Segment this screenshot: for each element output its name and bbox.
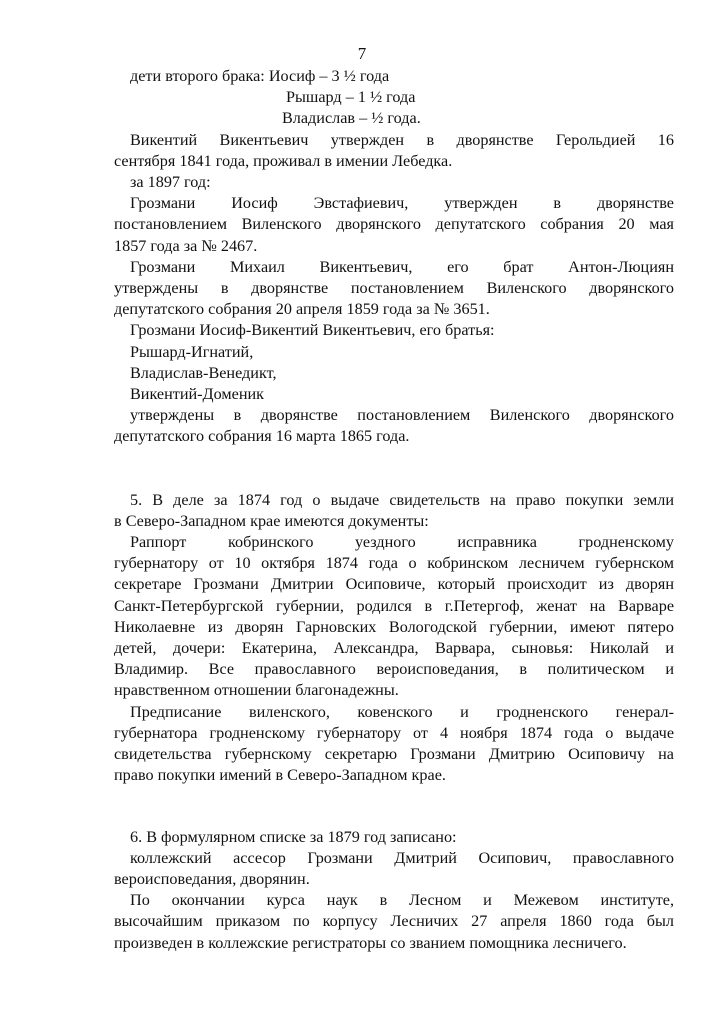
vikenty-paragraph	[114, 130, 674, 172]
text-line: свидетельства губернскому секретарю Грозмани Дмитрию Осиповичу на	[114, 745, 674, 764]
text-line: губернатору от 10 октября 1874 года о кобринском лесничем губернском	[114, 554, 674, 573]
text-line: Викентий Викентьевич утвержден в дворянстве Герольдией 16	[130, 130, 674, 149]
text-line: Владимир. Все православного вероисповедания, в политическом и	[114, 660, 674, 679]
text-line: право покупки имений в Северо-Западном крае.	[114, 766, 446, 785]
section-spacer	[114, 448, 674, 490]
text-line: в Северо-Западном крае имеются документы:	[114, 511, 429, 530]
text-line: высочайшим приказом по корпусу Лесничих 27 апреля 1860 года был	[114, 912, 674, 931]
section-5	[114, 490, 674, 787]
text-line: детей, дочери: Екатерина, Александра, Варвара, сыновья: Николай и	[114, 639, 674, 658]
children-line: Владислав – ½ года.	[282, 109, 421, 128]
text-line: Санкт-Петербургской губернии, родился в г.Петергоф, женат на Варваре	[114, 596, 674, 615]
text-line: 1857 года за № 2467.	[114, 236, 258, 255]
text-line: произведен в коллежские регистраторы со званием помощника лесничего.	[114, 933, 627, 952]
section-heading: 6. В формулярном списке за 1879 год записано:	[130, 827, 457, 846]
page-number: 7	[357, 44, 367, 63]
text-line: Раппорт кобринского уездного исправника гродненскому	[130, 533, 674, 552]
text-line: Грозмани Иосиф Эвстафиевич, утвержден в дворянстве	[130, 194, 674, 213]
section-6	[114, 827, 674, 954]
text-line: Николаевне из дворян Гарновских Вологодской губернии, имеют пятеро	[114, 617, 674, 636]
brother-name: Владислав-Венедикт,	[130, 363, 277, 382]
brother-name: Викентий-Доменик	[130, 385, 265, 404]
text-line: Грозмани Иосиф-Викентий Викентьевич, его братья:	[130, 321, 495, 340]
text-line: коллежский ассесор Грозмани Дмитрий Осипович, православного	[130, 848, 674, 867]
text-line: утверждены в дворянстве постановлением Виленского дворянского	[130, 406, 674, 425]
year-heading: за 1897 год:	[130, 173, 211, 192]
text-line: нравственном отношении благонадежны.	[114, 681, 399, 700]
section-spacer	[114, 787, 674, 827]
text-line: губернатора гродненскому губернатору от 4 ноября 1874 года о выдаче	[114, 723, 674, 742]
section-heading: 5. В деле за 1874 год о выдаче свидетельств на право покупки земли	[130, 490, 674, 509]
text-line: секретаре Грозмани Дмитрии Осиповиче, который происходит из дворян	[114, 575, 674, 594]
text-line: депутатского собрания 16 марта 1865 года.	[114, 427, 410, 446]
brother-name: Рышард-Игнатий,	[130, 342, 254, 361]
children-block	[114, 66, 674, 130]
text-line: депутатского собрания 20 апреля 1859 года за № 3651.	[114, 300, 490, 319]
children-line: дети второго брака: Иосиф – 3 ½ года	[130, 67, 390, 85]
year-1897-block	[114, 172, 674, 448]
text-line: Грозмани Михаил Викентьевич, его брат Антон-Люциян	[130, 257, 674, 276]
text-line: вероисповедания, дворянин.	[114, 869, 310, 888]
document-body	[114, 66, 674, 954]
text-line: Предписание виленского, ковенского и гродненского генерал-	[130, 702, 674, 721]
children-line: Рышард – 1 ½ года	[286, 88, 416, 107]
text-line: утверждены в дворянстве постановлением Виленского дворянского	[114, 279, 674, 298]
text-line: По окончании курса наук в Лесном и Межевом институте,	[130, 891, 674, 910]
text-line: постановлением Виленского дворянского депутатского собрания 20 мая	[114, 215, 674, 234]
text-line: сентября 1841 года, проживал в имении Лебедка.	[114, 151, 453, 170]
